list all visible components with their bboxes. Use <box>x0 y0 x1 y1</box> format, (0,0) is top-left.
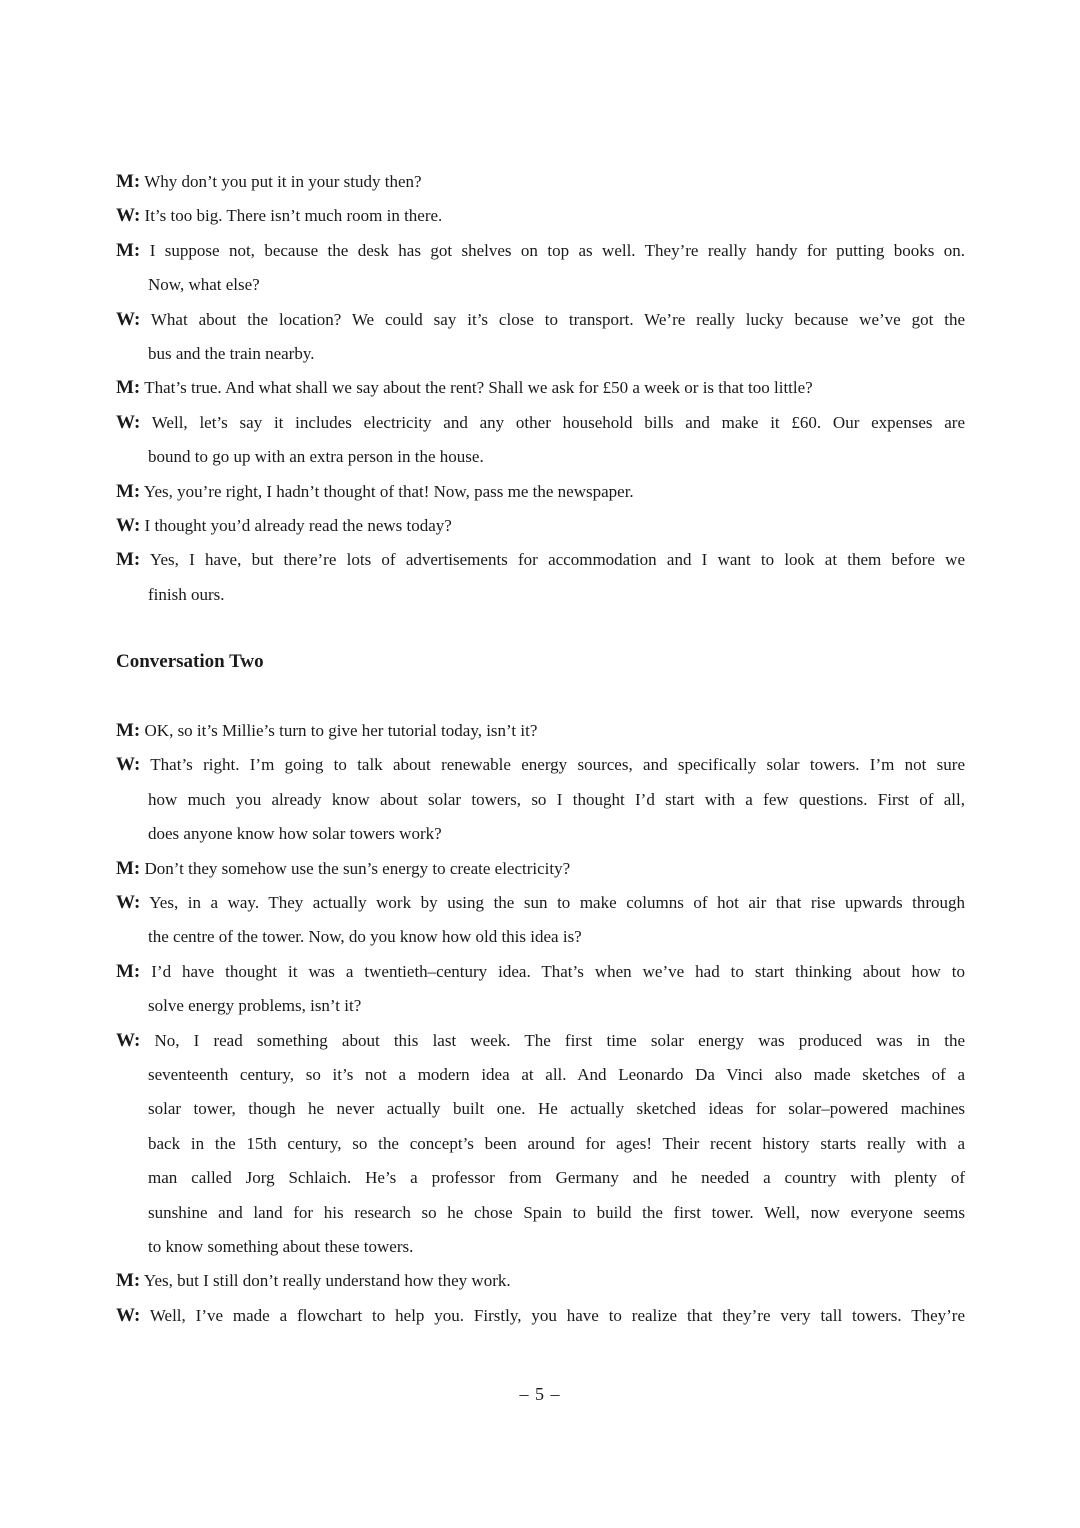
dialogue-text: back in the 15th century, so the concept’s been around for ages! Their recent history starts really with a <box>148 1133 965 1153</box>
dialogue-continuation-line <box>116 1063 965 1087</box>
speaker-label: W: <box>116 205 141 227</box>
speaker-label: W: <box>116 411 141 433</box>
speaker-label: M: <box>116 377 141 399</box>
dialogue-text: Don’t they somehow use the sun’s energy to create electricity? <box>144 858 571 878</box>
dialogue-line <box>116 376 965 400</box>
dialogue-line <box>116 308 965 332</box>
dialogue-continuation-line <box>116 1132 965 1156</box>
dialogue-text: I suppose not, because the desk has got shelves on top as well. They’re really handy for putting books on. <box>149 240 966 260</box>
dialogue-text: Yes, but I still don’t really understand how they work. <box>143 1271 511 1291</box>
dialogue-continuation-line <box>116 273 965 297</box>
dialogue-text: What about the location? We could say it’s close to transport. We’re really lucky because we’ve got the <box>150 309 965 329</box>
speaker-label: M: <box>116 171 141 192</box>
dialogue-text: I’d have thought it was a twentieth–century idea. That’s when we’ve had to start thinking about how to <box>151 961 965 981</box>
dialogue-text: I thought you’d already read the news today? <box>144 516 452 535</box>
dialogue-line <box>116 239 965 263</box>
dialogue-text: solve energy problems, isn’t it? <box>148 996 362 1016</box>
dialogue-text: seventeenth century, so it’s not a modern idea at all. And Leonardo Da Vinci also made sketches of a <box>148 1065 965 1084</box>
dialogue-text: the centre of the tower. Now, do you know how old this idea is? <box>148 927 582 947</box>
dialogue-line <box>116 1269 965 1293</box>
speaker-label: W: <box>116 1029 141 1051</box>
dialogue-line <box>116 960 965 984</box>
speaker-label: W: <box>116 515 141 536</box>
dialogue-line <box>116 480 965 504</box>
dialogue-line <box>116 857 965 881</box>
speaker-label: M: <box>116 549 141 571</box>
dialogue-text: finish ours. <box>148 584 225 604</box>
dialogue-text: sunshine and land for his research so he chose Spain to build the first tower. Well, now everyone seems <box>148 1202 965 1222</box>
dialogue-continuation-line <box>116 1201 965 1225</box>
dialogue-continuation-line <box>116 1235 965 1259</box>
dialogue-line <box>116 719 965 743</box>
dialogue-continuation-line <box>116 445 965 469</box>
dialogue-text: No, I read something about this last week. The first time solar energy was produced was in the <box>154 1030 965 1050</box>
dialogue-continuation-line <box>116 1097 965 1121</box>
dialogue-text: Yes, you’re right, I hadn’t thought of that! Now, pass me the newspaper. <box>143 481 634 501</box>
dialogue-continuation-line <box>116 925 965 949</box>
dialogue-continuation-line <box>116 1166 965 1190</box>
speaker-label: M: <box>116 480 141 502</box>
dialogue-text: OK, so it’s Millie’s turn to give her tutorial today, isn’t it? <box>144 721 538 740</box>
dialogue-line <box>116 753 965 777</box>
speaker-label: M: <box>116 857 141 879</box>
speaker-label: W: <box>116 308 141 330</box>
speaker-label: M: <box>116 720 141 741</box>
dialogue-text: That’s true. And what shall we say about the rent? Shall we ask for £50 a week or is that too little? <box>144 378 813 398</box>
dialogue-text: to know something about these towers. <box>148 1237 414 1256</box>
dialogue-continuation-line <box>116 994 965 1018</box>
dialogue-line <box>116 411 965 435</box>
section-heading: Conversation Two <box>116 651 264 672</box>
speaker-label: W: <box>116 754 141 776</box>
dialogue-text: Why don’t you put it in your study then? <box>144 172 422 191</box>
dialogue-text: Now, what else? <box>148 275 260 295</box>
dialogue-text: That’s right. I’m going to talk about renewable energy sources, and specifically solar towers. I’m not sure <box>150 755 965 775</box>
dialogue-line <box>116 891 965 915</box>
dialogue-text: how much you already know about solar towers, so I thought I’d start with a few questions. First of all, <box>148 789 965 809</box>
dialogue-continuation-line <box>116 583 965 607</box>
page-number: – 5 – <box>519 1384 561 1404</box>
dialogue-line <box>116 170 965 194</box>
dialogue-text: It’s too big. There isn’t much room in there. <box>144 206 443 226</box>
dialogue-text: does anyone know how solar towers work? <box>148 824 442 844</box>
dialogue-line <box>116 514 965 538</box>
speaker-label: W: <box>116 892 141 913</box>
dialogue-text: bus and the train nearby. <box>148 344 315 363</box>
dialogue-text: Yes, I have, but there’re lots of advertisements for accommodation and I want to look at them before we <box>149 550 965 570</box>
dialogue-text: Well, I’ve made a flowchart to help you. Firstly, you have to realize that they’re very tall towers. They’re <box>149 1305 965 1325</box>
dialogue-line <box>116 1304 965 1328</box>
dialogue-text: bound to go up with an extra person in the house. <box>148 447 484 467</box>
dialogue-text: man called Jorg Schlaich. He’s a professor from Germany and he needed a country with plenty of <box>148 1168 965 1188</box>
speaker-label: W: <box>116 1304 141 1326</box>
speaker-label: M: <box>116 1270 141 1292</box>
dialogue-text: solar tower, though he never actually built one. He actually sketched ideas for solar–powered machines <box>148 1099 965 1119</box>
dialogue-continuation-line <box>116 822 965 846</box>
dialogue-text: Well, let’s say it includes electricity and any other household bills and make it £60. Our expenses are <box>151 412 965 432</box>
dialogue-text: Yes, in a way. They actually work by using the sun to make columns of hot air that rise upwards through <box>149 893 965 912</box>
speaker-label: M: <box>116 239 141 261</box>
speaker-label: M: <box>116 960 141 982</box>
dialogue-line <box>116 204 965 228</box>
dialogue-continuation-line <box>116 342 965 366</box>
dialogue-continuation-line <box>116 788 965 812</box>
dialogue-line <box>116 1029 965 1053</box>
dialogue-line <box>116 548 965 572</box>
